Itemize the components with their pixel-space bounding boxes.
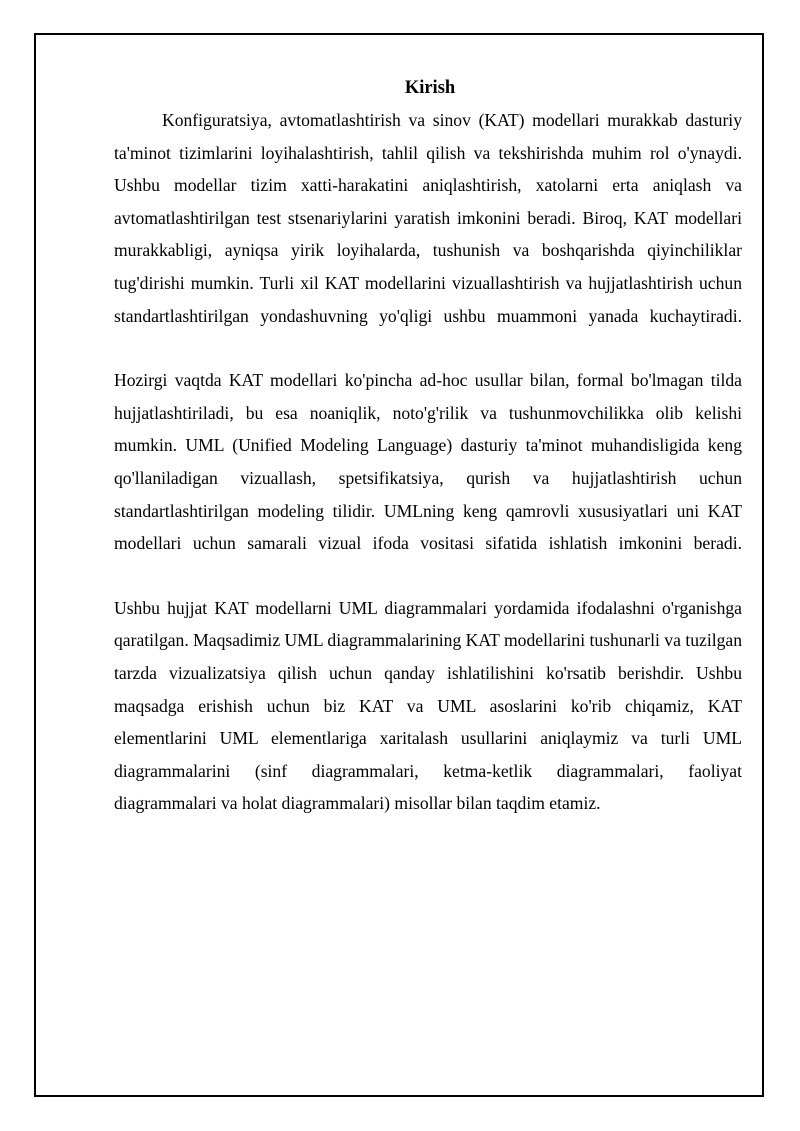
paragraph-intro: Konfiguratsiya, avtomatlashtirish va sinov (KAT) modellari murakkab dasturiy ta'minot tizimlarini loyihalashtirish, tahlil qilish va tekshirishda muhim rol o'ynaydi. Ushbu modellar tizim xatti-harakatini aniqlashtirish, xatolarni erta aniqlash va avtomatlashtirilgan test stsenariylarini yaratish imkonini beradi. Biroq, KAT modellari murakkabligi, ayniqsa yirik loyihalarda, tushunish va boshqarishda qiyinchiliklar tug'dirishi mumkin. Turli xil KAT modellarini vizuallashtirish va hujjatlashtirish uchun standartlashtirilgan yondashuvning yo'qligi ushbu muammoni yanada kuchaytiradi. [114,110,742,326]
paragraph-current-state: Hozirgi vaqtda KAT modellari ko'pincha ad-hoc usullar bilan, formal bo'lmagan tilda hujjatlashtiriladi, bu esa noaniqlik, noto'g'rilik va tushunmovchilikka olib kelishi mumkin. UML (Unified Modeling Language) dasturiy ta'minot muhandisligida keng qo'llaniladigan vizuallash, spetsifikatsiya, qurish va hujjatlashtirish uchun standartlashtirilgan modeling tilidir. UMLning keng qamrovli xususiyatlari uni KAT modellari uchun samarali vizual ifoda vositasi sifatida ishlatish imkonini beradi. [114,370,742,554]
document-body [114,74,742,820]
paragraph-purpose: Ushbu hujjat KAT modellarni UML diagrammalari yordamida ifodalashni o'rganishga qaratilgan. Maqsadimiz UML diagrammalarining KAT modellarini tushunarli va tuzilgan tarzda vizualizatsiya qilish uchun qanday ishlatilishini ko'rsatib berishdir. Ushbu maqsadga erishish uchun biz KAT va UML asoslarini ko'rib chiqamiz, KAT elementlarini UML elementlariga xaritalash usullarini aniqlaymiz va turli UML diagrammalarini (sinf diagrammalari, ketma-ketlik diagrammalari, faoliyat diagrammalari va holat diagrammalari) misollar bilan taqdim etamiz. [114,597,742,814]
document-title: Kirish [404,78,456,98]
